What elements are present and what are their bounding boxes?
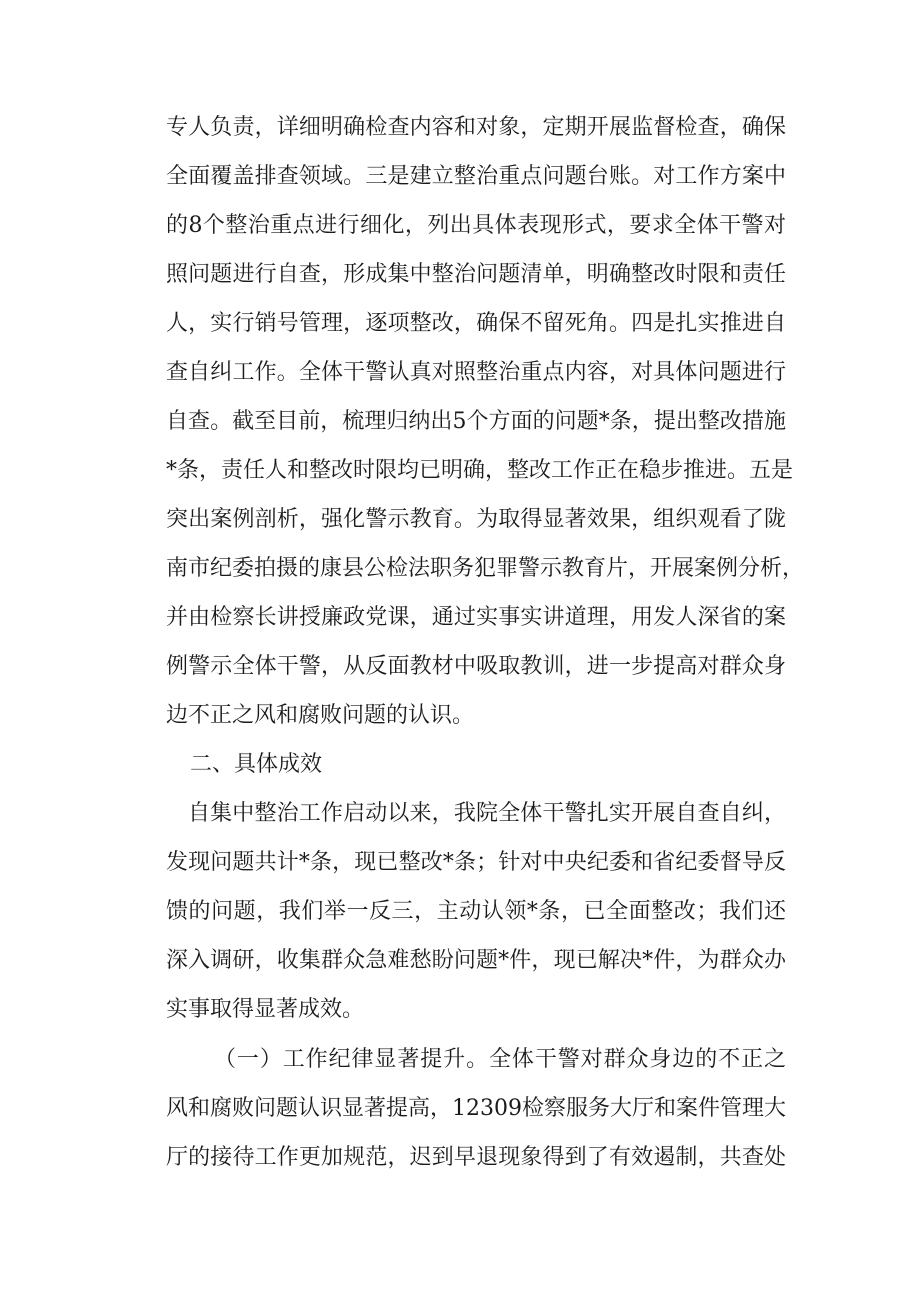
body-text-line: 并由检察长讲授廉政党课，通过实事实讲道理，用发人深省的案 [166,605,786,630]
body-text-line: 实事取得显著成效。 [166,997,365,1022]
body-text-line: 照问题进行自查，形成集中整治问题清单，明确整改时限和责任 [166,262,786,287]
body-text-line: 自集中整治工作启动以来，我院全体干警扎实开展自查自纠， [188,801,786,826]
body-text-line: 风和腐败问题认识显著提高，12309检察服务大厅和案件管理大 [166,1096,786,1121]
body-text-line: *条，责任人和整改时限均已明确，整改工作正在稳步推进。五是 [166,458,794,483]
body-text-line: 厅的接待工作更加规范，迟到早退现象得到了有效遏制，共查处 [166,1145,786,1170]
body-text-line: 的8个整治重点进行细化，列出具体表现形式，要求全体干警对 [166,213,786,238]
body-text-line: 发现问题共计*条，现已整改*条；针对中央纪委和省纪委督导反 [166,850,786,875]
body-text-line: 深入调研，收集群众急难愁盼问题*件，现已解决*件，为群众办 [166,948,786,973]
body-text-line: 专人负责，详细明确检查内容和对象，定期开展监督检查，确保 [166,115,786,140]
body-text-line: 馈的问题，我们举一反三，主动认领*条，已全面整改；我们还 [166,899,786,924]
body-text-line: 查自纠工作。全体干警认真对照整治重点内容，对具体问题进行 [166,360,786,385]
subsection-heading-line: （一）工作纪律显著提升。全体干警对群众身边的不正之 [214,1047,786,1072]
body-text-line: 边不正之风和腐败问题的认识。 [166,703,475,728]
body-text-line: 南市纪委拍摄的康县公检法职务犯罪警示教育片，开展案例分析， [166,556,805,581]
body-text-line: 自查。截至目前，梳理归纳出5个方面的问题*条，提出整改措施 [166,409,786,434]
body-text-line: 例警示全体干警，从反面教材中吸取教训，进一步提高对群众身 [166,654,786,679]
body-text-line: 全面覆盖排查领域。三是建立整治重点问题台账。对工作方案中 [166,164,786,189]
section-heading: 二、具体成效 [190,752,323,777]
body-text-line: 突出案例剖析，强化警示教育。为取得显著效果，组织观看了陇 [166,507,786,532]
body-text-line: 人，实行销号管理，逐项整改，确保不留死角。四是扎实推进自 [166,311,786,336]
